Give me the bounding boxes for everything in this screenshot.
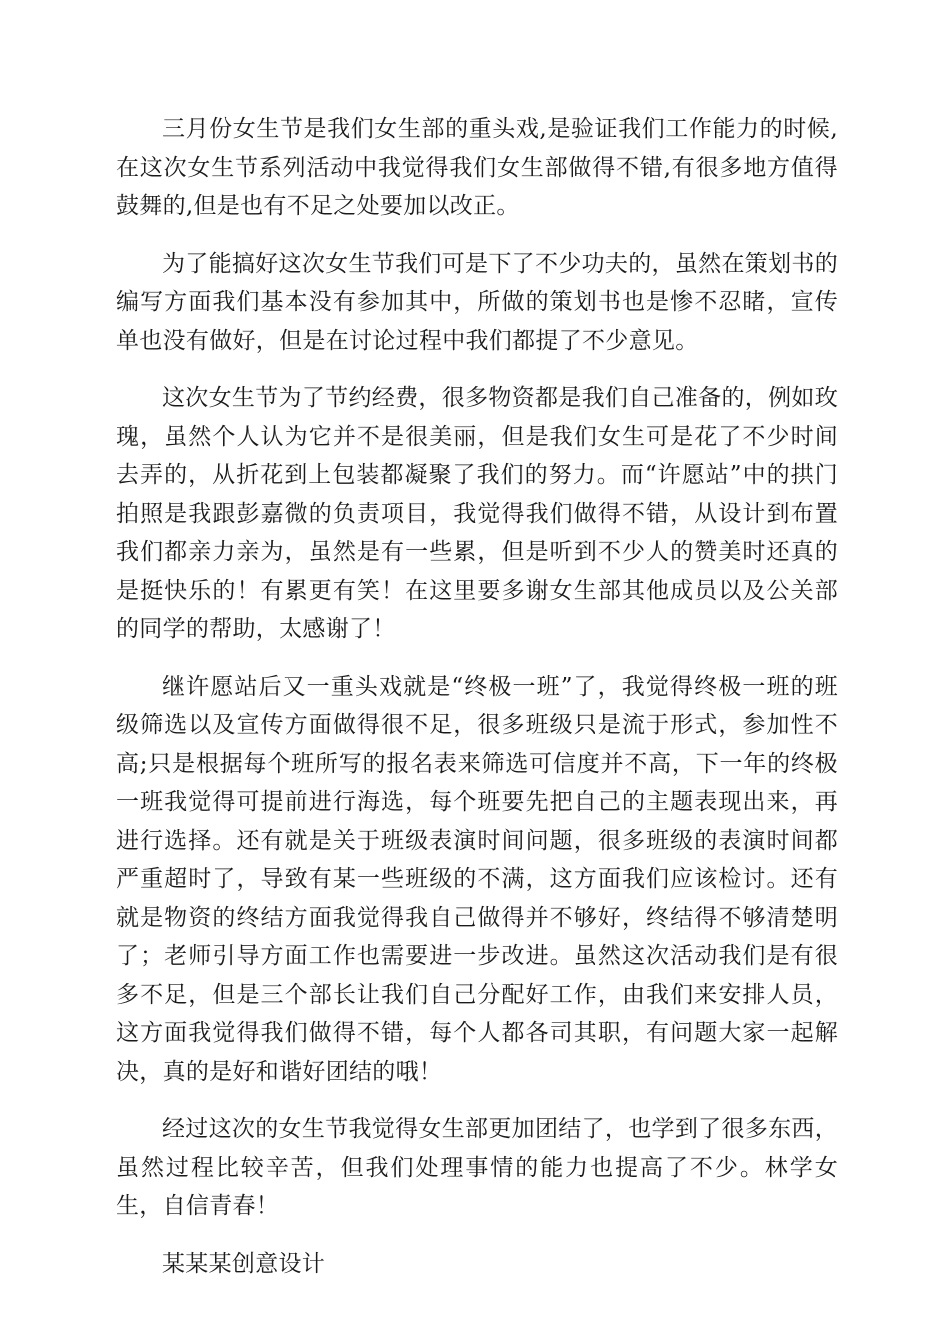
document-body: [116, 110, 838, 1283]
paragraph-5: 经过这次的女生节我觉得女生部更加团结了，也学到了很多东西，虽然过程比较辛苦，但我们处理事情的能力也提高了不少。林学女生，自信青春！: [116, 1116, 838, 1219]
paragraph-2: 为了能搞好这次女生节我们可是下了不少功夫的，虽然在策划书的编写方面我们基本没有参加其中，所做的策划书也是惨不忍睹，宣传单也没有做好，但是在讨论过程中我们都提了不少意见。: [116, 250, 838, 354]
paragraph-1: 三月份女生节是我们女生部的重头戏,是验证我们工作能力的时候,在这次女生节系列活动中我觉得我们女生部做得不错,有很多地方值得鼓舞的,但是也有不足之处要加以改正。: [116, 116, 838, 219]
paragraph-4: 继许愿站后又一重头戏就是“终极一班”了，我觉得终极一班的班级筛选以及宣传方面做得很不足，很多班级只是流于形式，参加性不高;只是根据每个班所写的报名表来筛选可信度并不高，下一年的终极一班我觉得可提前进行海选，每个班要先把自己的主题表现出来，再进行选择。还有就是关于班级表演时间问题，很多班级的表演时间都严重超时了，导致有某一些班级的不满，这方面我们应该检讨。还有就是物资的终结方面我觉得我自己做得并不够好，终结得不够清楚明了；老师引导方面工作也需要进一步改进。虽然这次活动我们是有很多不足，但是三个部长让我们自己分配好工作，由我们来安排人员，这方面我觉得我们做得不错，每个人都各司其职，有问题大家一起解决，真的是好和谐好团结的哦！: [116, 673, 838, 1085]
signature: 某某某创意设计: [162, 1250, 326, 1277]
paragraph-3: 这次女生节为了节约经费，很多物资都是我们自己准备的，例如玫瑰，虽然个人认为它并不是很美丽，但是我们女生可是花了不少时间去弄的，从折花到上包装都凝聚了我们的努力。而“许愿站”中的拱门拍照是我跟彭嘉微的负责项目，我觉得我们做得不错，从设计到布置我们都亲力亲为，虽然是有一些累，但是听到不少人的赞美时还真的是挺快乐的！有累更有笑！在这里要多谢女生部其他成员以及公关部的同学的帮助，太感谢了！: [116, 385, 838, 642]
